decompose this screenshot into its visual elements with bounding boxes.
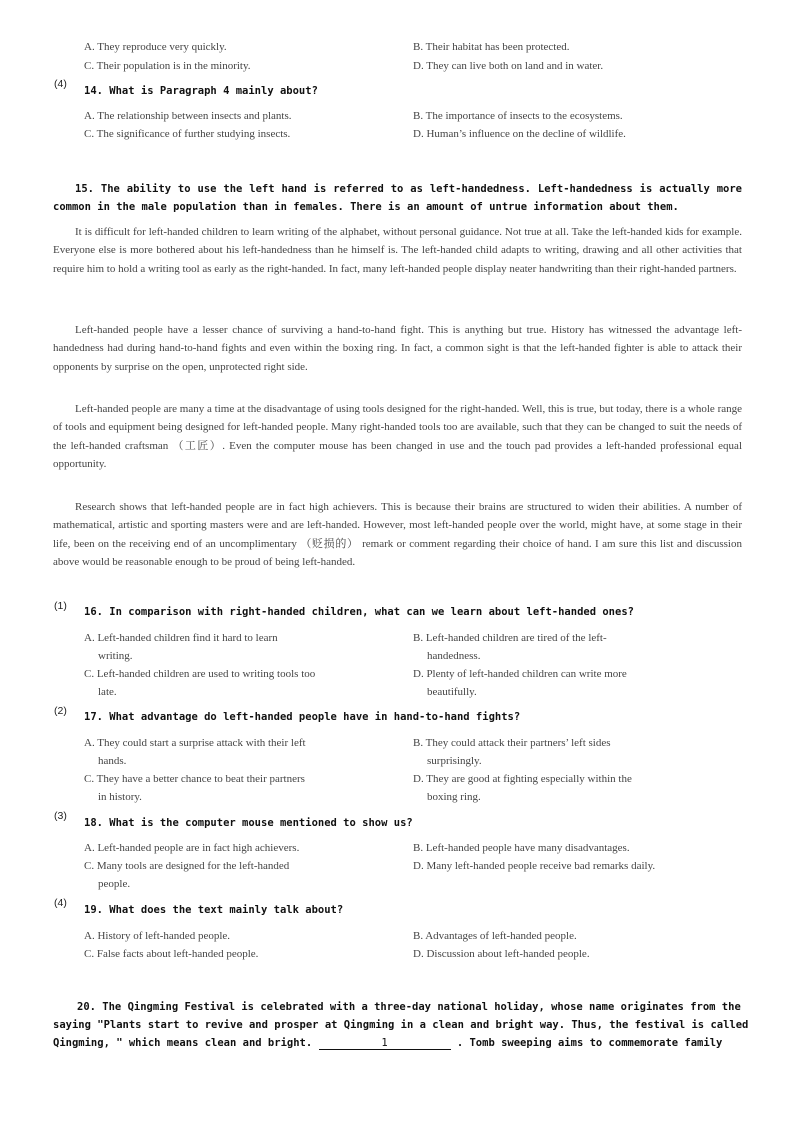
passage-15-intro: 15. The ability to use the left hand is referred to as left-handedness. Left-handedness is actually more common in the male population than in females. There is an amount of untrue information about them.: [53, 183, 742, 214]
q16-number: (1): [54, 600, 67, 612]
q16-option-b[interactable]: [413, 629, 718, 665]
q17-stem: 17. What advantage do left-handed people have in hand-to-hand fights?: [84, 711, 521, 723]
q17-option-b[interactable]: [413, 734, 718, 770]
q18-option-c-line1: C. Many tools are designed for the left-handed: [84, 860, 290, 872]
q16-option-c-line2: late.: [98, 686, 117, 698]
passage-20-line-3-start: Qingming, " which means clean and bright.: [53, 1037, 313, 1049]
q14-option-d[interactable]: D. Human’s influence on the decline of wildlife.: [413, 128, 626, 140]
q16-option-c-line1: C. Left-handed children are used to writing tools too: [84, 668, 316, 680]
q17-option-a-line2: hands.: [98, 755, 127, 767]
q17-number: (2): [54, 705, 67, 717]
passage-15-paragraph-2: Left-handed people have a lesser chance of surviving a hand-to-hand fight. This is anything but true. History has witnessed the advantage left-handedness had during hand-to-hand fights and even within the boxing ring. In fact, a common sight is that the left-handed fighter is able to attack their opponents by surprise on the open, unprotected right side.: [53, 324, 742, 373]
q18-option-c[interactable]: [84, 857, 389, 893]
q17-option-b-line1: B. They could attack their partners’ left sides: [413, 737, 611, 749]
passage-20-line-3-end: . Tomb sweeping aims to commemorate family: [456, 1037, 723, 1049]
q14-stem: 14. What is Paragraph 4 mainly about?: [84, 85, 318, 97]
q19-option-a[interactable]: A. History of left-handed people.: [84, 930, 231, 942]
q16-option-a-line1: A. Left-handed children find it hard to learn: [84, 632, 278, 644]
q16-stem: 16. In comparison with right-handed children, what can we learn about left-handed ones?: [84, 606, 634, 618]
q16-option-d[interactable]: [413, 665, 718, 701]
q18-option-a[interactable]: A. Left-handed people are in fact high achievers.: [84, 842, 300, 854]
q13-option-d[interactable]: D. They can live both on land and in water.: [413, 60, 604, 72]
q17-option-c[interactable]: [84, 770, 389, 806]
q16-option-d-line2: beautifully.: [427, 686, 477, 698]
q18-option-c-line2: people.: [98, 878, 131, 890]
q16-option-b-line1: B. Left-handed children are tired of the left-: [413, 632, 607, 644]
passage-15-paragraph-3: Left-handed people are many a time at the disadvantage of using tools designed for the right-handed. Well, this is true, but today, there is a whole range of tools and equipment being designed for left-handed people. Many right-handed tools too are available, such that they can be changed to suit the needs of the left-handed craftsman （工匠）. Even the computer mouse has been changed in use and the touch pad provides a left-handed professional equal opportunity.: [53, 403, 742, 470]
q18-option-b[interactable]: B. Left-handed people have many disadvantages.: [413, 842, 630, 854]
q17-option-d-line1: D. They are good at fighting especially within the: [413, 773, 632, 785]
q14-option-c[interactable]: C. The significance of further studying insects.: [84, 128, 291, 140]
q16-option-a[interactable]: [84, 629, 389, 665]
passage-20-line-1: 20. The Qingming Festival is celebrated with a three-day national holiday, whose name originates from the: [77, 1001, 741, 1013]
q17-option-d[interactable]: [413, 770, 718, 806]
q17-option-a-line1: A. They could start a surprise attack with their left: [84, 737, 306, 749]
q13-option-b[interactable]: B. Their habitat has been protected.: [413, 41, 570, 53]
q14-number: (4): [54, 78, 67, 90]
q17-option-d-line2: boxing ring.: [427, 791, 481, 803]
passage-20-line-2: saying "Plants start to revive and prosper at Qingming in a clean and bright way. Thus, the festival is called: [53, 1019, 749, 1031]
q14-option-b[interactable]: B. The importance of insects to the ecosystems.: [413, 110, 623, 122]
passage-15-paragraph-4: Research shows that left-handed people are in fact high achievers. This is because their brains are structured to widen their abilities. A number of mathematical, artistic and sporting masters were and are left-handed. However, most left-handed people over the world, might have, at some stage in their life, been on the receiving end of an uncomplimentary （贬损的） remark or comment regarding their choice of hand. I am sure this list and discussion above would be reasonable enough to be proud of being left-handed.: [53, 501, 742, 568]
q17-option-c-line1: C. They have a better chance to beat their partners: [84, 773, 305, 785]
q19-number: (4): [54, 897, 67, 909]
q19-option-d[interactable]: D. Discussion about left-handed people.: [413, 948, 590, 960]
q16-option-d-line1: D. Plenty of left-handed children can write more: [413, 668, 627, 680]
q18-stem: 18. What is the computer mouse mentioned to show us?: [84, 817, 413, 829]
q14-option-a[interactable]: A. The relationship between insects and plants.: [84, 110, 292, 122]
q16-option-b-line2: handedness.: [427, 650, 481, 662]
q19-stem: 19. What does the text mainly talk about?: [84, 904, 344, 916]
answer-blank-1[interactable]: 1: [319, 1037, 451, 1050]
q17-option-a[interactable]: [84, 734, 389, 770]
q13-option-a[interactable]: A. They reproduce very quickly.: [84, 41, 227, 53]
q17-option-b-line2: surprisingly.: [427, 755, 482, 767]
passage-15-paragraph-1: It is difficult for left-handed children to learn writing of the alphabet, without personal guidance. Not true at all. Take the left-handed kids for example. Everyone else is more bothered about his left-handedness than he himself is. The left-handed child adapts to writing, drawing and all other activities that require him to hold a writing tool as early as the right-handed. In fact, many left-handed people display neater handwriting than their right-handed partners.: [53, 226, 742, 275]
passage-20-line-3: [53, 1037, 722, 1050]
q16-option-c[interactable]: [84, 665, 389, 701]
q18-number: (3): [54, 810, 67, 822]
q16-option-a-line2: writing.: [98, 650, 133, 662]
q18-option-d[interactable]: D. Many left-handed people receive bad remarks daily.: [413, 860, 656, 872]
q13-option-c[interactable]: C. Their population is in the minority.: [84, 60, 251, 72]
q19-option-b[interactable]: B. Advantages of left-handed people.: [413, 930, 577, 942]
q17-option-c-line2: in history.: [98, 791, 142, 803]
q19-option-c[interactable]: C. False facts about left-handed people.: [84, 948, 259, 960]
